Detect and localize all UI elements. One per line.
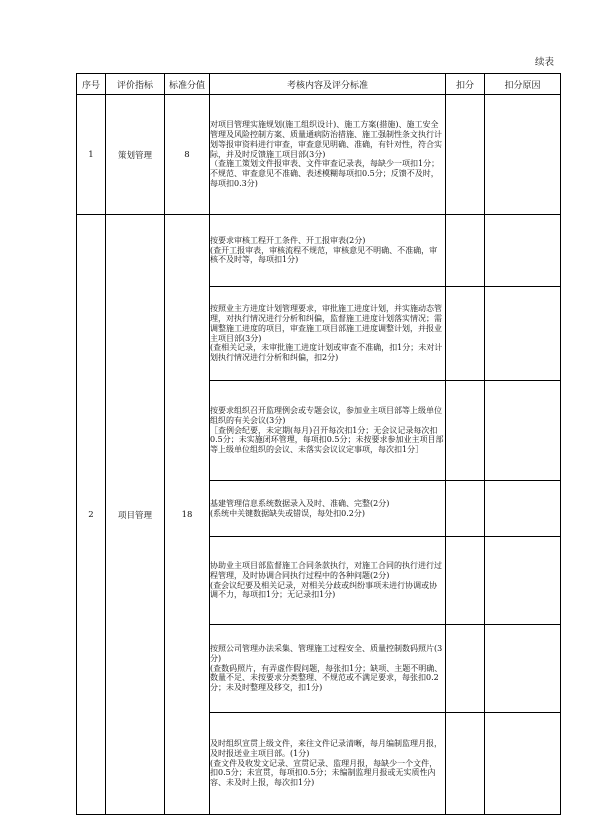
table-row: [77, 215, 561, 287]
deduct-cell[interactable]: [446, 481, 485, 537]
deduct-cell[interactable]: [446, 287, 485, 381]
deduct-cell[interactable]: [446, 713, 485, 815]
criteria-text: 按照业主方进度计划管理要求，审批施工进度计划，并实施动态管理，对执行情况进行分析和纠偏，监督施工进度计划落实情况；需调整施工进度的项目，审查施工项目部施工进度调整计划，并报业主项目部(3分) (查相关记录，未审批施工进度计划或审查不准确，扣1分；未对计划执行情况进行分析和纠偏，扣2分): [210, 287, 446, 381]
reason-cell[interactable]: [485, 537, 561, 625]
reason-cell[interactable]: [485, 95, 561, 215]
header-score: 标准分值: [165, 74, 210, 95]
evaluation-table: [76, 73, 561, 815]
reason-cell[interactable]: [485, 381, 561, 481]
deduct-cell[interactable]: [446, 95, 485, 215]
criteria-text: 按照公司管理办法采集、管理施工过程安全、质量控制数码照片(3分) (查数码照片，有弄虚作假问题，每张扣1分；缺项、主题不明确、数量不足、未按要求分类整理、不规范或不满足要求，每张扣0.2分；未及时整理及移交，扣1分): [210, 625, 446, 713]
section-no: 2: [77, 215, 106, 815]
criteria-text: 按要求审核工程开工条件、开工报审表(2分) (查开工报审表，审核流程不规范，审核意见不明确、不准确，审核不及时等，每项扣1分): [210, 215, 446, 287]
table-header-row: [77, 74, 561, 95]
reason-cell[interactable]: [485, 287, 561, 381]
criteria-text: 协助业主项目部监督施工合同条款执行，对施工合同的执行进行过程管理，及时协调合同执行过程中的各种问题(2分) (查会议纪要及相关记录，对相关分歧或纠纷事项未进行协调或协调不力，每项扣1分；无记录扣1分): [210, 537, 446, 625]
header-indicator: 评价指标: [106, 74, 165, 95]
continued-label: 续表: [535, 57, 555, 68]
header-reason: 扣分原因: [485, 74, 561, 95]
reason-cell[interactable]: [485, 713, 561, 815]
section-no: 1: [77, 95, 106, 215]
deduct-cell[interactable]: [446, 625, 485, 713]
section-score: 18: [165, 215, 210, 815]
section-indicator: 策划管理: [106, 95, 165, 215]
table-row: [77, 95, 561, 215]
reason-cell[interactable]: [485, 481, 561, 537]
section-indicator: 项目管理: [106, 215, 165, 815]
criteria-text: 按要求组织召开监理例会或专题会议，参加业主项目部等上级单位组织的有关会议(3分) ［查例会纪要，未定期(每月)召开每次扣1分；无会议记录每次扣0.5分；未实施闭环管理，每项扣0.5分；未按要求参加业主项目部等上级单位组织的会议、未落实会议议定事项，每次扣1分］: [210, 381, 446, 481]
reason-cell[interactable]: [485, 215, 561, 287]
criteria-text: 及时组织宣贯上级文件，来往文件记录清晰，每月编制监理月报，及时报送业主项目部。(1分) (查文件及收发文记录、宣贯记录、监理月报，每缺少一个文件，扣0.5分；未宣贯，每项扣0.5分；未编制监理月报或无实质性内容、未及时上报，每次扣1分): [210, 713, 446, 815]
criteria-text: 对项目管理实施规划(施工组织设计)、施工方案(措施)、施工安全管理及风险控制方案、质量通病防治措施、施工强制性条文执行计划等报审资料进行审查，审查意见明确、准确，有针对性，符合实际，并及时反馈施工项目部(3分) （查施工策划文件报审表、文件审查记录表，每缺少一项扣1分；不规范、审查意见不准确、表述模糊每项扣0.5分；反馈不及时，每项扣0.3分): [210, 95, 446, 215]
deduct-cell[interactable]: [446, 381, 485, 481]
header-no: 序号: [77, 74, 106, 95]
reason-cell[interactable]: [485, 625, 561, 713]
header-content: 考核内容及评分标准: [210, 74, 446, 95]
deduct-cell[interactable]: [446, 215, 485, 287]
section-score: 8: [165, 95, 210, 215]
deduct-cell[interactable]: [446, 537, 485, 625]
header-deduct: 扣分: [446, 74, 485, 95]
criteria-text: 基建管理信息系统数据录入及时、准确、完整(2分) (系统中关键数据缺失或错误，每处扣0.2分): [210, 481, 446, 537]
